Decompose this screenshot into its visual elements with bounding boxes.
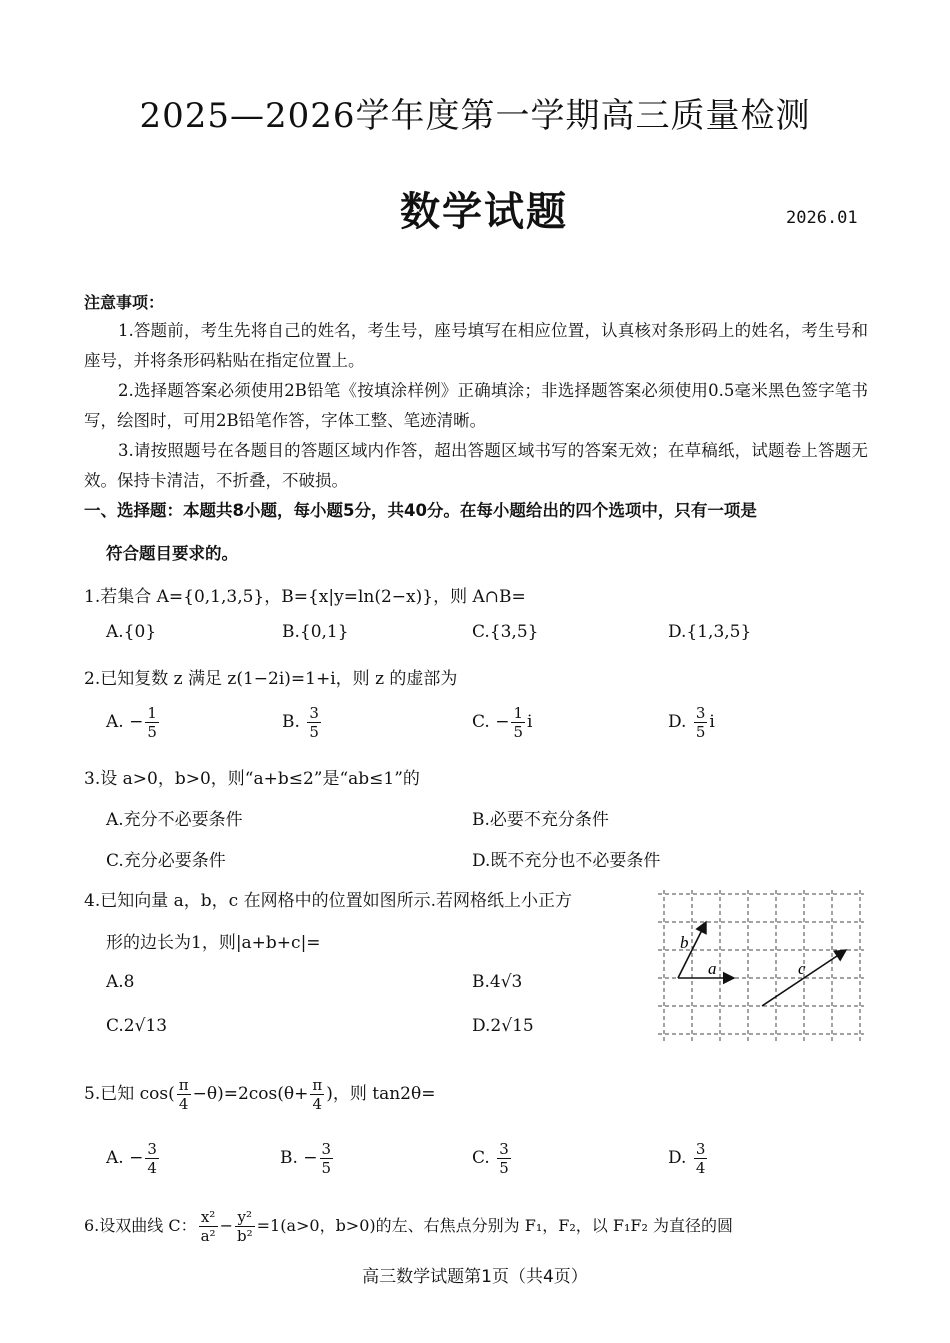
question-5-option-b: B. − $\frac{3}{5}$	[280, 1140, 332, 1177]
question-1-stem: 1.若集合 A={0,1,3,5}，B={x|y=ln(2−x)}，则 A∩B=	[84, 587, 526, 607]
question-4-option-d: D.2√15	[472, 1016, 534, 1036]
exam-header: 2025—2026学年度第一学期高三质量检测	[139, 96, 811, 136]
question-1-option-a: A.{0}	[106, 622, 157, 642]
fraction: $\frac{1}{5}$	[513, 704, 523, 741]
question-3-option-b: B.必要不充分条件	[472, 810, 609, 830]
notes-heading: 注意事项：	[84, 293, 165, 312]
fraction: $\frac{3}{4}$	[147, 1140, 157, 1177]
question-3-option-a: A.充分不必要条件	[106, 810, 243, 830]
page-footer: 高三数学试题第1页（共4页）	[362, 1267, 588, 1287]
question-4-stem-cont: 形的边长为1，则|a+b+c|=	[106, 933, 321, 953]
section-heading: 一、选择题：本题共8小题，每小题5分，共40分。在每小题给出的四个选项中，只有一项是	[84, 501, 757, 520]
vector-a-label: a	[708, 959, 717, 978]
vector-b-label: b	[680, 933, 689, 952]
section-heading-cont: 符合题目要求的。	[106, 544, 238, 563]
fraction: $\frac{3}{5}$	[321, 1140, 332, 1177]
question-5-option-a: A. − $\frac{3}{4}$	[106, 1140, 157, 1177]
question-3-option-c: C.充分必要条件	[106, 851, 226, 871]
question-1-option-b: B.{0,1}	[282, 622, 349, 642]
question-5-stem: 5.已知 cos( $\frac{\pi}{4}$ −θ)=2cos(θ+ $\frac{\pi}{4}$ )，则 tan2θ=	[84, 1076, 436, 1113]
question-5-option-c: C. $\frac{3}{5}$	[472, 1140, 509, 1177]
vector-c-label: c	[798, 959, 806, 978]
grid-lines	[658, 890, 864, 1042]
question-6-stem: 6.设双曲线 C： $\frac{\text{x²}}{\text{a²}}$ − $\frac{\text{y²}}{\text{b²}}$ =1(a>0，b>0)的左、右焦点分别为 F₁，F₂，以 F₁F₂ 为直径的圆	[84, 1208, 733, 1245]
question-2-option-d: D. $\frac{3}{5}$ i	[668, 704, 715, 741]
question-3-stem: 3.设 a>0，b>0，则“a+b≤2”是“ab≤1”的	[84, 769, 420, 789]
question-5-option-d: D. $\frac{3}{4}$	[668, 1140, 706, 1177]
question-2-option-a: A. − $\frac{1}{5}$	[106, 704, 157, 741]
note-item-1: 1.答题前，考生先将自己的姓名，考生号，座号填写在相应位置，认真核对条形码上的姓名，考生号和座号，并将条形码粘贴在指定位置上。	[84, 321, 868, 370]
question-4-option-c: C.2√13	[106, 1016, 168, 1036]
question-1-option-c: C.{3,5}	[472, 622, 539, 642]
question-4-option-b: B.4√3	[472, 972, 523, 992]
fraction: $\frac{\pi}{4}$	[312, 1076, 323, 1113]
question-4-option-a: A.8	[106, 972, 135, 992]
note-item-3: 3.请按照题号在各题目的答题区域内作答，超出答题区域书写的答案无效；在草稿纸，试题卷上答题无效。保持卡清洁，不折叠，不破损。	[84, 441, 868, 490]
question-1-option-d: D.{1,3,5}	[668, 622, 752, 642]
fraction: $\frac{3}{4}$	[695, 1140, 706, 1177]
vector-grid-figure	[650, 888, 870, 1048]
note-item-2: 2.选择题答案必须使用2B铅笔《按填涂样例》正确填涂；非选择题答案必须使用0.5毫米黑色签字笔书写，绘图时，可用2B铅笔作答，字体工整、笔迹清晰。	[84, 381, 868, 430]
question-2-stem: 2.已知复数 z 满足 z(1−2i)=1+i，则 z 的虚部为	[84, 669, 458, 689]
fraction: $\frac{1}{5}$	[147, 704, 157, 741]
fraction: $\frac{3}{5}$	[695, 704, 706, 741]
fraction: $\frac{\text{y²}}{\text{b²}}$	[236, 1208, 253, 1245]
question-2-option-b: B. $\frac{3}{5}$	[282, 704, 319, 741]
fraction: $\frac{\pi}{4}$	[178, 1076, 189, 1113]
exam-subject-title: 数学试题	[400, 189, 568, 235]
fraction: $\frac{\text{x²}}{\text{a²}}$	[200, 1208, 216, 1245]
question-2-option-c: C. − $\frac{1}{5}$ i	[472, 704, 533, 741]
fraction: $\frac{3}{5}$	[309, 704, 319, 741]
exam-date: 2026.01	[786, 208, 858, 228]
fraction: $\frac{3}{5}$	[499, 1140, 509, 1177]
question-4-stem: 4.已知向量 a，b，c 在网格中的位置如图所示.若网格纸上小正方	[84, 891, 572, 911]
question-3-option-d: D.既不充分也不必要条件	[472, 851, 661, 871]
